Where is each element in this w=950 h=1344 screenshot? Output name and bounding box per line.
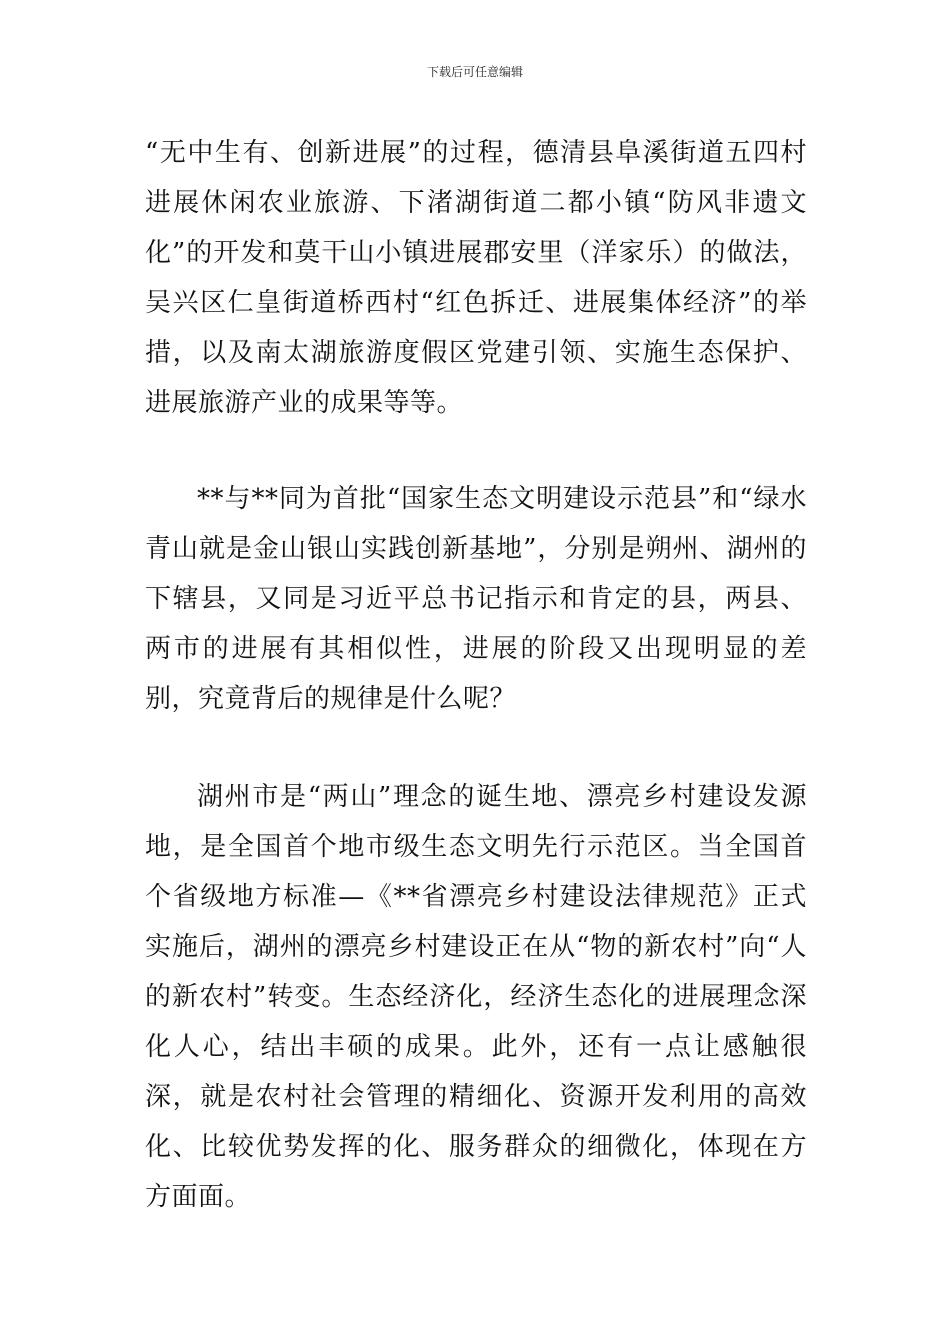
- paragraph-1: “无中生有、创新进展”的过程，德清县阜溪街道五四村进展休闲农业旅游、下渚湖街道二都小镇“防风非遗文化”的开发和莫干山小镇进展郡安里（洋家乐）的做法，吴兴区仁皇街道桥西村“红色拆迁、进展集体经济”的举措，以及南太湖旅游度假区党建引领、实施生态保护、进展旅游产业的成果等等。: [145, 138, 807, 418]
- paragraph-3: 湖州市是“两山”理念的诞生地、漂亮乡村建设发源地，是全国首个地市级生态文明先行示范区。当全国首个省级地方标准—《**省漂亮乡村建设法律规范》正式实施后，湖州的漂亮乡村建设正在从“物的新农村”向“人的新农村”转变。生态经济化，经济生态化的进展理念深化人心，结出丰硕的成果。此外，还有一点让感触很深，就是农村社会管理的精细化、资源开发利用的高效化、比较优势发挥的化、服务群众的细微化，体现在方方面面。: [145, 782, 807, 1212]
- paragraph-2: **与**同为首批“国家生态文明建设示范县”和“绿水青山就是金山银山实践创新基地”，分别是朔州、湖州的下辖县，又同是习近平总书记指示和肯定的县，两县、两市的进展有其相似性，进展的阶段又出现明显的差别，究竟背后的规律是什么呢？: [145, 484, 807, 714]
- page-header-note: 下载后可任意编辑: [426, 65, 523, 79]
